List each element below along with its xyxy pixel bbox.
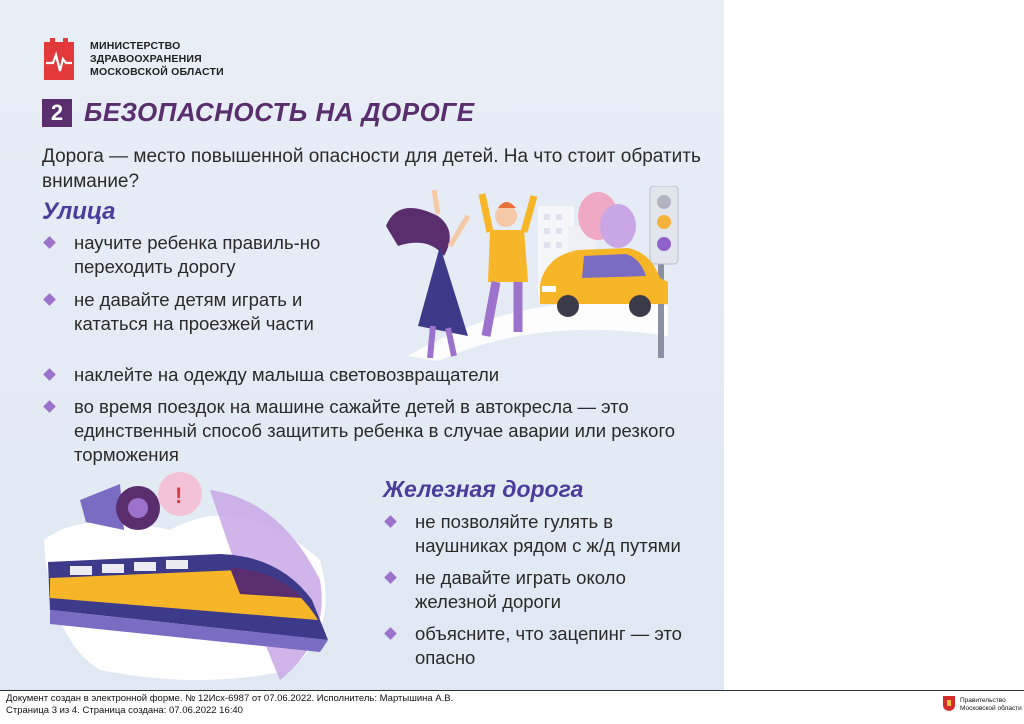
- list-item: [42, 288, 362, 336]
- ministry-logo-icon: [42, 36, 76, 82]
- ministry-line: МИНИСТЕРСТВО: [90, 40, 181, 52]
- train-illustration: [40, 470, 340, 690]
- diamond-bullet-icon: [43, 368, 56, 381]
- diamond-bullet-icon: [384, 515, 397, 528]
- bullet-text: наклейте на одежду малыша световозвращатели: [74, 364, 500, 385]
- bullet-text: научите ребенка правиль-но переходить дорогу: [74, 232, 321, 277]
- diamond-bullet-icon: [43, 400, 56, 413]
- street-bullet-list: [42, 231, 362, 336]
- list-item: [383, 566, 703, 614]
- government-emblem-icon: [942, 695, 956, 712]
- rail-bullet-list: [383, 510, 703, 670]
- government-line: Московской области: [960, 705, 1022, 712]
- diamond-bullet-icon: [43, 236, 56, 249]
- list-item: [42, 363, 702, 387]
- list-item: [42, 231, 362, 279]
- government-label: [960, 697, 1022, 713]
- section-title: БЕЗОПАСНОСТЬ НА ДОРОГЕ: [84, 97, 475, 127]
- footer-divider: [0, 690, 1024, 691]
- megaphone-icon: [80, 472, 202, 530]
- street-bullet-list-wide: [42, 363, 702, 467]
- section-number: 2: [42, 99, 72, 127]
- bullet-text: не давайте детям играть и кататься на проезжей части: [74, 289, 314, 334]
- bullet-text: объясните, что зацепинг — это опасно: [415, 623, 682, 668]
- girl-figure: [386, 190, 468, 358]
- diamond-bullet-icon: [384, 627, 397, 640]
- street-illustration: [378, 186, 688, 366]
- street-heading: Улица: [42, 198, 116, 225]
- ministry-name: [90, 40, 224, 79]
- rail-heading: Железная дорога: [383, 476, 584, 502]
- bullet-text: не давайте играть около железной дороги: [415, 567, 626, 612]
- list-item: [42, 395, 702, 467]
- intro-text: Дорога — место повышенной опасности для детей. На что стоит обратить внимание?: [42, 146, 701, 192]
- svg-text:!: !: [175, 483, 183, 508]
- list-item: [383, 622, 703, 670]
- ministry-line: ЗДРАВООХРАНЕНИЯ: [90, 53, 202, 65]
- footer-document-info: Документ создан в электронной форме. № 12Исх-6987 от 07.06.2022. Исполнитель: Мартышина А.В.: [6, 693, 454, 704]
- list-item: [383, 510, 703, 558]
- diamond-bullet-icon: [384, 571, 397, 584]
- bullet-text: во время поездок на машине сажайте детей в автокресла — это единственный способ защитить ребенка в случае аварии или резкого торможения: [74, 396, 676, 465]
- footer-page-info: Страница 3 из 4. Страница создана: 07.06.2022 16:40: [6, 705, 243, 716]
- diamond-bullet-icon: [43, 293, 56, 306]
- government-line: Правительство: [960, 697, 1006, 704]
- bullet-text: не позволяйте гулять в наушниках рядом с ж/д путями: [415, 511, 681, 556]
- ministry-line: МОСКОВСКОЙ ОБЛАСТИ: [90, 66, 224, 78]
